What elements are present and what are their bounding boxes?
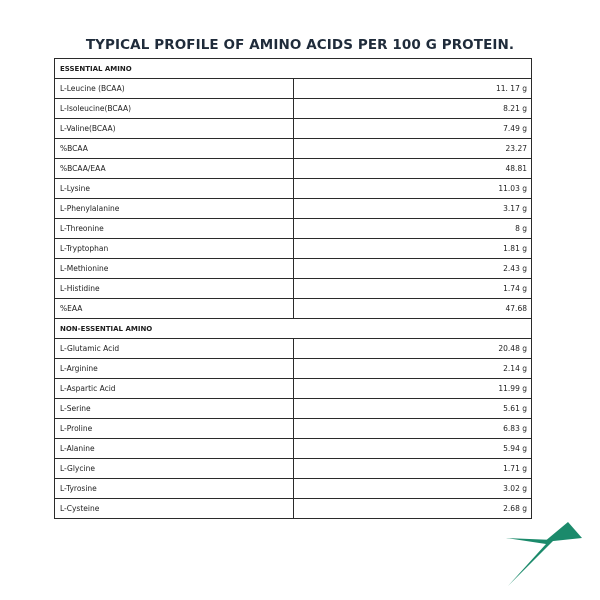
amino-value: 2.14 g: [293, 359, 532, 379]
table-row: [55, 259, 532, 279]
table-row: [55, 199, 532, 219]
amino-value: 1.81 g: [293, 239, 532, 259]
table-row: [55, 459, 532, 479]
amino-value: 6.83 g: [293, 419, 532, 439]
amino-name: L-Isoleucine(BCAA): [55, 99, 294, 119]
amino-value: 2.43 g: [293, 259, 532, 279]
amino-acid-table-body: [55, 59, 532, 519]
amino-value: 23.27: [293, 139, 532, 159]
arrow-logo-tail: [506, 538, 554, 586]
amino-value: 5.61 g: [293, 399, 532, 419]
amino-value: 48.81: [293, 159, 532, 179]
table-row: [55, 499, 532, 519]
essential-amino-heading: ESSENTIAL AMINO: [55, 59, 532, 79]
arrow-logo-head: [544, 522, 582, 542]
amino-value: 8.21 g: [293, 99, 532, 119]
table-row: [55, 479, 532, 499]
amino-name: L-Alanine: [55, 439, 294, 459]
amino-name: L-Methionine: [55, 259, 294, 279]
amino-name: L-Cysteine: [55, 499, 294, 519]
amino-name: L-Lysine: [55, 179, 294, 199]
table-row: [55, 79, 532, 99]
amino-name: L-Tryptophan: [55, 239, 294, 259]
table-row: [55, 239, 532, 259]
amino-name: L-Phenylalanine: [55, 199, 294, 219]
table-row: [55, 159, 532, 179]
amino-name: L-Aspartic Acid: [55, 379, 294, 399]
amino-value: 3.17 g: [293, 199, 532, 219]
amino-name: L-Tyrosine: [55, 479, 294, 499]
amino-value: 8 g: [293, 219, 532, 239]
non-essential-amino-header-row: [55, 319, 532, 339]
amino-name: L-Threonine: [55, 219, 294, 239]
amino-name: L-Serine: [55, 399, 294, 419]
amino-name: L-Arginine: [55, 359, 294, 379]
table-row: [55, 419, 532, 439]
table-row: [55, 119, 532, 139]
table-row: [55, 139, 532, 159]
amino-value: 3.02 g: [293, 479, 532, 499]
amino-name: L-Histidine: [55, 279, 294, 299]
amino-value: 2.68 g: [293, 499, 532, 519]
arrow-logo-icon: [502, 520, 582, 588]
amino-name: L-Valine(BCAA): [55, 119, 294, 139]
amino-name: %BCAA/EAA: [55, 159, 294, 179]
amino-name: L-Proline: [55, 419, 294, 439]
essential-amino-header-row: [55, 59, 532, 79]
page-title: TYPICAL PROFILE OF AMINO ACIDS PER 100 G PROTEIN.: [85, 37, 515, 53]
amino-name: L-Glutamic Acid: [55, 339, 294, 359]
table-row: [55, 359, 532, 379]
amino-value: 20.48 g: [293, 339, 532, 359]
amino-acid-table: [54, 58, 532, 519]
amino-name: L-Leucine (BCAA): [55, 79, 294, 99]
amino-value: 11. 17 g: [293, 79, 532, 99]
table-row: [55, 439, 532, 459]
amino-value: 47.68: [293, 299, 532, 319]
amino-value: 7.49 g: [293, 119, 532, 139]
table-row: [55, 179, 532, 199]
table-row: [55, 379, 532, 399]
amino-value: 11.03 g: [293, 179, 532, 199]
table-row: [55, 219, 532, 239]
table-row: [55, 99, 532, 119]
amino-value: 1.71 g: [293, 459, 532, 479]
table-row: [55, 299, 532, 319]
table-row: [55, 399, 532, 419]
table-row: [55, 339, 532, 359]
amino-name: %EAA: [55, 299, 294, 319]
non-essential-amino-heading: NON-ESSENTIAL AMINO: [55, 319, 532, 339]
amino-value: 1.74 g: [293, 279, 532, 299]
amino-value: 5.94 g: [293, 439, 532, 459]
table-row: [55, 279, 532, 299]
amino-name: %BCAA: [55, 139, 294, 159]
amino-value: 11.99 g: [293, 379, 532, 399]
amino-name: L-Glycine: [55, 459, 294, 479]
